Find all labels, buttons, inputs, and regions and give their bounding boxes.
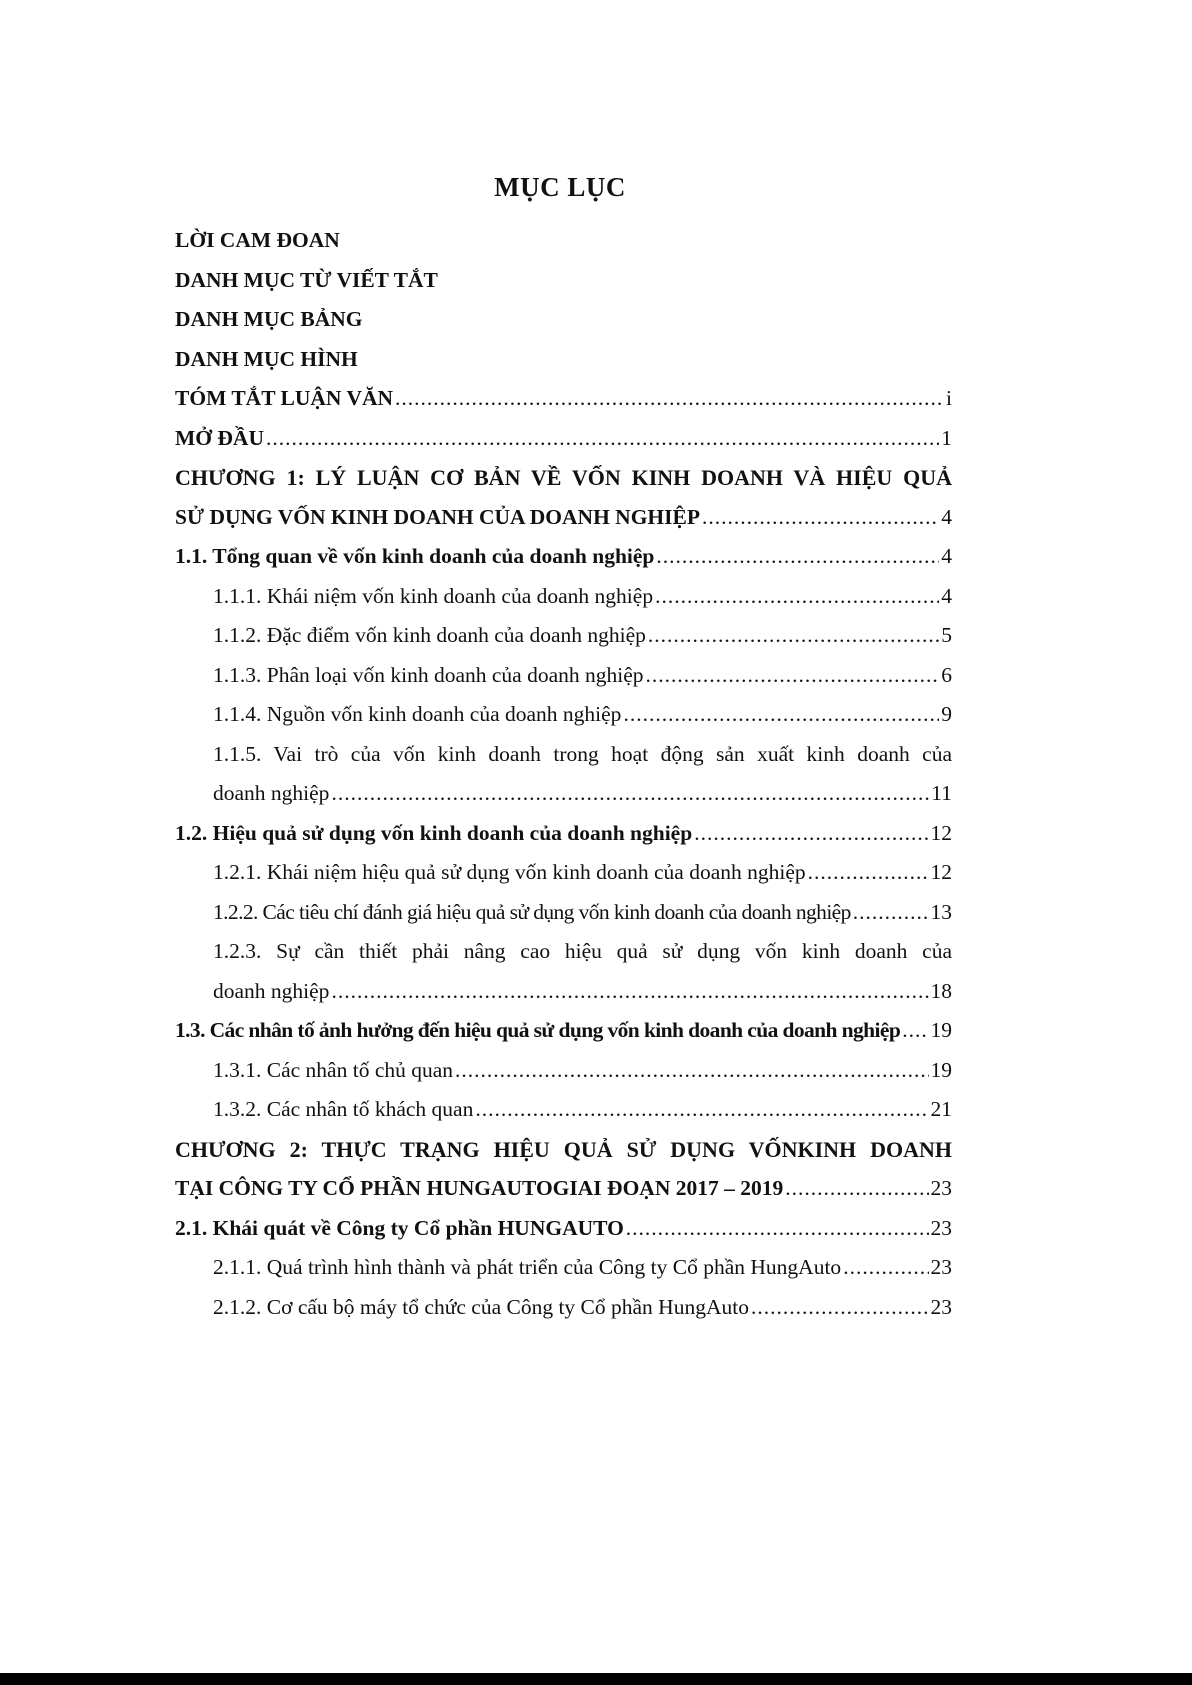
toc-entry-introduction[interactable] xyxy=(175,419,952,459)
toc-entry-text: 2.1.1. Quá trình hình thành và phát triển của Công ty Cổ phần HungAuto xyxy=(213,1255,842,1279)
dot-leader xyxy=(331,972,928,1012)
toc-page-number: 12 xyxy=(930,860,952,884)
dot-leader xyxy=(843,1248,928,1288)
dot-leader xyxy=(751,1288,929,1328)
dot-leader xyxy=(694,814,928,854)
toc-entry-text: DANH MỤC BẢNG xyxy=(175,307,363,331)
toc-entry-1-3[interactable] xyxy=(175,1011,952,1051)
toc-page-number: i xyxy=(946,386,952,410)
toc-entry-text: DANH MỤC HÌNH xyxy=(175,346,358,371)
dot-leader xyxy=(656,537,939,577)
toc-entry-text: 2.1.2. Cơ cấu bộ máy tổ chức của Công ty Cổ phần HungAuto xyxy=(213,1294,749,1319)
toc-entry-text: CHƯƠNG 2: THỰC TRẠNG HIỆU QUẢ SỬ DỤNG VỐNKINH DOANH xyxy=(175,1136,952,1162)
toc-entry-text: 1.2. Hiệu quả sử dụng vốn kinh doanh của doanh nghiệp xyxy=(175,820,693,845)
toc-entry-chapter-1-line-1[interactable] xyxy=(175,458,952,498)
toc-entry-1-2-3-line-2[interactable] xyxy=(175,972,952,1012)
toc-page-number: 11 xyxy=(931,781,952,805)
toc-page-number: 5 xyxy=(941,623,952,647)
toc-entry-text: TÓM TẮT LUẬN VĂN xyxy=(175,386,394,410)
toc-entry-text: TẠI CÔNG TY CỔ PHẦN HUNGAUTOGIAI ĐOẠN 2017 – 2019 xyxy=(175,1176,784,1200)
toc-entry-1-2-1[interactable] xyxy=(175,853,952,893)
toc-entry-1-1-4[interactable] xyxy=(175,695,952,735)
dot-leader xyxy=(646,656,940,696)
toc-entry-1-2[interactable] xyxy=(175,814,952,854)
toc-entry-abbreviations[interactable] xyxy=(175,261,952,301)
toc-entry-1-1-5-line-1[interactable] xyxy=(175,735,952,775)
dot-leader xyxy=(455,1051,928,1091)
dot-leader xyxy=(626,1209,929,1249)
toc-entry-1-1-3[interactable] xyxy=(175,656,952,696)
toc-entry-text: MỞ ĐẦU xyxy=(175,425,264,450)
toc-page-number: 4 xyxy=(941,583,952,608)
toc-entry-text: LỜI CAM ĐOAN xyxy=(175,228,340,252)
dot-leader xyxy=(266,419,939,459)
toc-entry-summary[interactable] xyxy=(175,379,952,419)
dot-leader xyxy=(655,577,939,617)
dot-leader xyxy=(902,1011,928,1051)
toc-entry-chapter-1-line-2[interactable] xyxy=(175,498,952,538)
toc-page-number: 13 xyxy=(930,899,952,924)
toc-entry-text: 1.1.2. Đặc điểm vốn kinh doanh của doanh nghiệp xyxy=(213,623,646,647)
toc-entry-text: doanh nghiệp xyxy=(213,781,330,805)
toc-entry-text: SỬ DỤNG VỐN KINH DOANH CỦA DOANH NGHIỆP xyxy=(175,504,700,529)
toc-page-number: 1 xyxy=(941,425,952,450)
toc-page-number: 19 xyxy=(930,1057,952,1082)
toc-page-number: 12 xyxy=(930,820,952,845)
toc-entry-figures[interactable] xyxy=(175,340,952,380)
toc-entry-text: DANH MỤC TỪ VIẾT TẮT xyxy=(175,267,438,292)
toc-entry-1-1-5-line-2[interactable] xyxy=(175,774,952,814)
toc-entry-chapter-2-line-1[interactable] xyxy=(175,1130,952,1170)
dot-leader xyxy=(853,893,929,933)
toc-entry-1-2-3-line-1[interactable] xyxy=(175,932,952,972)
toc-page-number: 21 xyxy=(930,1097,952,1121)
toc-entry-1-1-2[interactable] xyxy=(175,616,952,656)
toc-page-number: 18 xyxy=(930,978,952,1003)
toc-entry-text: 1.1.1. Khái niệm vốn kinh doanh của doanh nghiệp xyxy=(213,583,654,608)
toc-page-number: 23 xyxy=(930,1176,952,1200)
table-of-contents xyxy=(175,221,952,1327)
toc-entry-text: 1.2.2. Các tiêu chí đánh giá hiệu quả sử dụng vốn kinh doanh của doanh nghiệp xyxy=(213,899,851,924)
toc-entry-text: 1.2.1. Khái niệm hiệu quả sử dụng vốn kinh doanh của doanh nghiệp xyxy=(213,860,806,884)
toc-entry-text: 1.2.3. Sự cần thiết phải nâng cao hiệu quả sử dụng vốn kinh doanh của xyxy=(213,939,952,963)
toc-page-number: 23 xyxy=(930,1255,952,1279)
toc-entry-chapter-2-line-2[interactable] xyxy=(175,1169,952,1209)
toc-page-number: 23 xyxy=(930,1294,952,1319)
toc-entry-tables[interactable] xyxy=(175,300,952,340)
toc-entry-text: 1.3.2. Các nhân tố khách quan xyxy=(213,1097,474,1121)
dot-leader xyxy=(702,498,939,538)
toc-entry-text: doanh nghiệp xyxy=(213,978,330,1003)
dot-leader xyxy=(623,695,939,735)
toc-entry-text: 1.1.5. Vai trò của vốn kinh doanh trong hoạt động sản xuất kinh doanh của xyxy=(213,741,952,766)
toc-entry-2-1-2[interactable] xyxy=(175,1288,952,1328)
dot-leader xyxy=(808,853,929,893)
toc-page-number: 23 xyxy=(930,1215,952,1240)
dot-leader xyxy=(648,616,939,656)
dot-leader xyxy=(395,379,944,419)
page-title: MỤC LỤC xyxy=(494,172,626,202)
toc-page-number: 19 xyxy=(930,1018,952,1042)
page-bottom-edge xyxy=(0,1673,1192,1685)
toc-page-number: 6 xyxy=(941,662,952,687)
toc-entry-text: 1.1.4. Nguồn vốn kinh doanh của doanh nghiệp xyxy=(213,702,622,726)
toc-entry-2-1-1[interactable] xyxy=(175,1248,952,1288)
toc-entry-text: 2.1. Khái quát về Công ty Cổ phần HUNGAUTO xyxy=(175,1215,624,1240)
toc-entry-loi-cam-doan[interactable] xyxy=(175,221,952,261)
toc-page-number: 4 xyxy=(941,544,952,568)
toc-entry-1-3-2[interactable] xyxy=(175,1090,952,1130)
toc-entry-1-1-1[interactable] xyxy=(175,577,952,617)
toc-entry-text: 1.1.3. Phân loại vốn kinh doanh của doanh nghiệp xyxy=(213,662,644,687)
toc-page-number: 4 xyxy=(941,504,952,529)
toc-entry-text: 1.3. Các nhân tố ảnh hưởng đến hiệu quả sử dụng vốn kinh doanh của doanh nghiệp xyxy=(175,1018,901,1042)
toc-entry-2-1[interactable] xyxy=(175,1209,952,1249)
toc-entry-1-3-1[interactable] xyxy=(175,1051,952,1091)
dot-leader xyxy=(785,1169,928,1209)
toc-entry-text: 1.3.1. Các nhân tố chủ quan xyxy=(213,1057,454,1082)
toc-entry-text: 1.1. Tổng quan về vốn kinh doanh của doanh nghiệp xyxy=(175,544,655,568)
dot-leader xyxy=(475,1090,928,1130)
toc-entry-1-1[interactable] xyxy=(175,537,952,577)
toc-entry-text: CHƯƠNG 1: LÝ LUẬN CƠ BẢN VỀ VỐN KINH DOANH VÀ HIỆU QUẢ xyxy=(175,465,952,490)
toc-entry-1-2-2[interactable] xyxy=(175,893,952,933)
dot-leader xyxy=(331,774,929,814)
toc-page-number: 9 xyxy=(941,702,952,726)
